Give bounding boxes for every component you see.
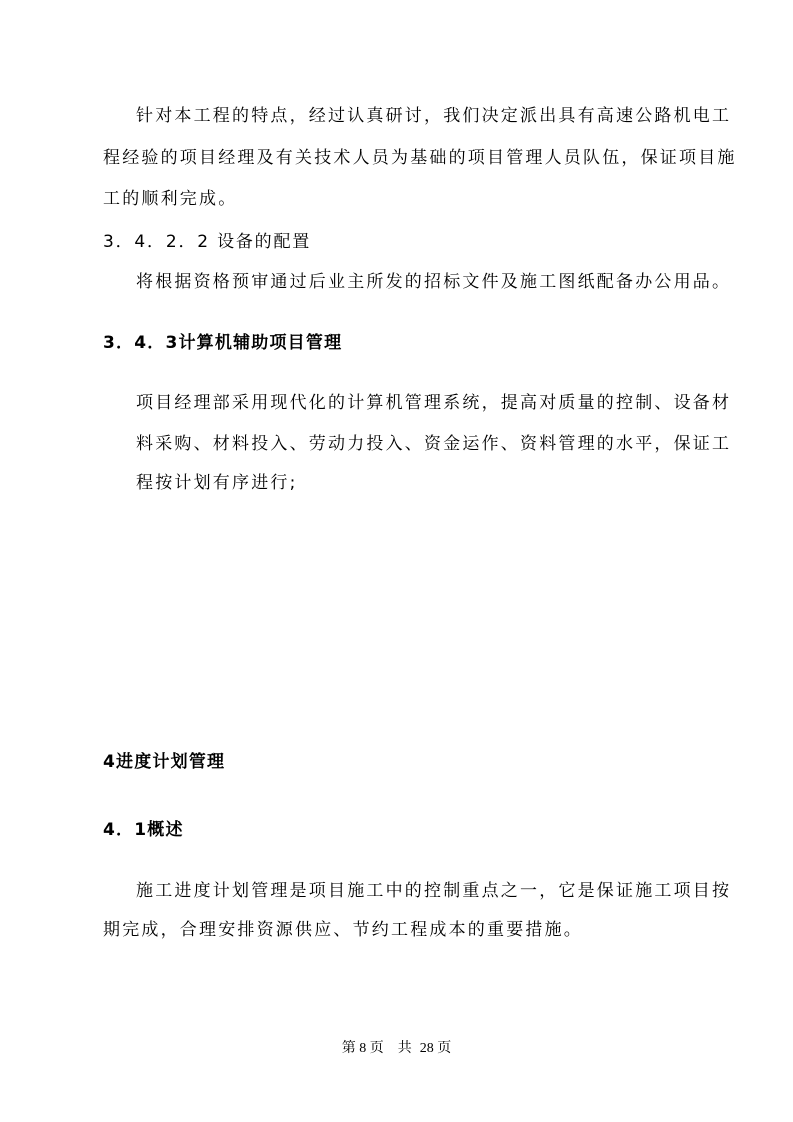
paragraph-line: 期完成，合理安排资源供应、节约工程成本的重要措施。 xyxy=(103,920,583,940)
paragraph-line: 程经验的项目经理及有关技术人员为基础的项目管理人员队伍，保证项目施 xyxy=(103,148,737,168)
chapter-heading: 4进度计划管理 xyxy=(103,752,226,772)
paragraph-line: 料采购、材料投入、劳动力投入、资金运作、资料管理的水平，保证工 xyxy=(136,434,732,454)
paragraph-line: 程按计划有序进行; xyxy=(136,473,298,493)
paragraph-line: 将根据资格预审通过后业主所发的招标文件及施工图纸配备办公用品。 xyxy=(136,272,732,292)
total-label: 共 xyxy=(397,1041,412,1056)
paragraph-line: 施工进度计划管理是项目施工中的控制重点之一，它是保证施工项目按 xyxy=(136,881,732,901)
page-number: 第 8 页 xyxy=(341,1041,384,1056)
section-heading: 4．1概述 xyxy=(103,820,184,840)
section-heading: 3．4．3计算机辅助项目管理 xyxy=(103,333,343,353)
page-footer xyxy=(0,1040,793,1058)
subsection-heading: 3．4．2．2 设备的配置 xyxy=(103,232,312,252)
paragraph-line: 工的顺利完成。 xyxy=(103,189,238,209)
total-pages: 28 页 xyxy=(419,1041,452,1056)
paragraph-line: 项目经理部采用现代化的计算机管理系统，提高对质量的控制、设备材 xyxy=(136,393,732,413)
paragraph-line: 针对本工程的特点，经过认真研讨，我们决定派出具有高速公路机电工 xyxy=(136,106,732,126)
